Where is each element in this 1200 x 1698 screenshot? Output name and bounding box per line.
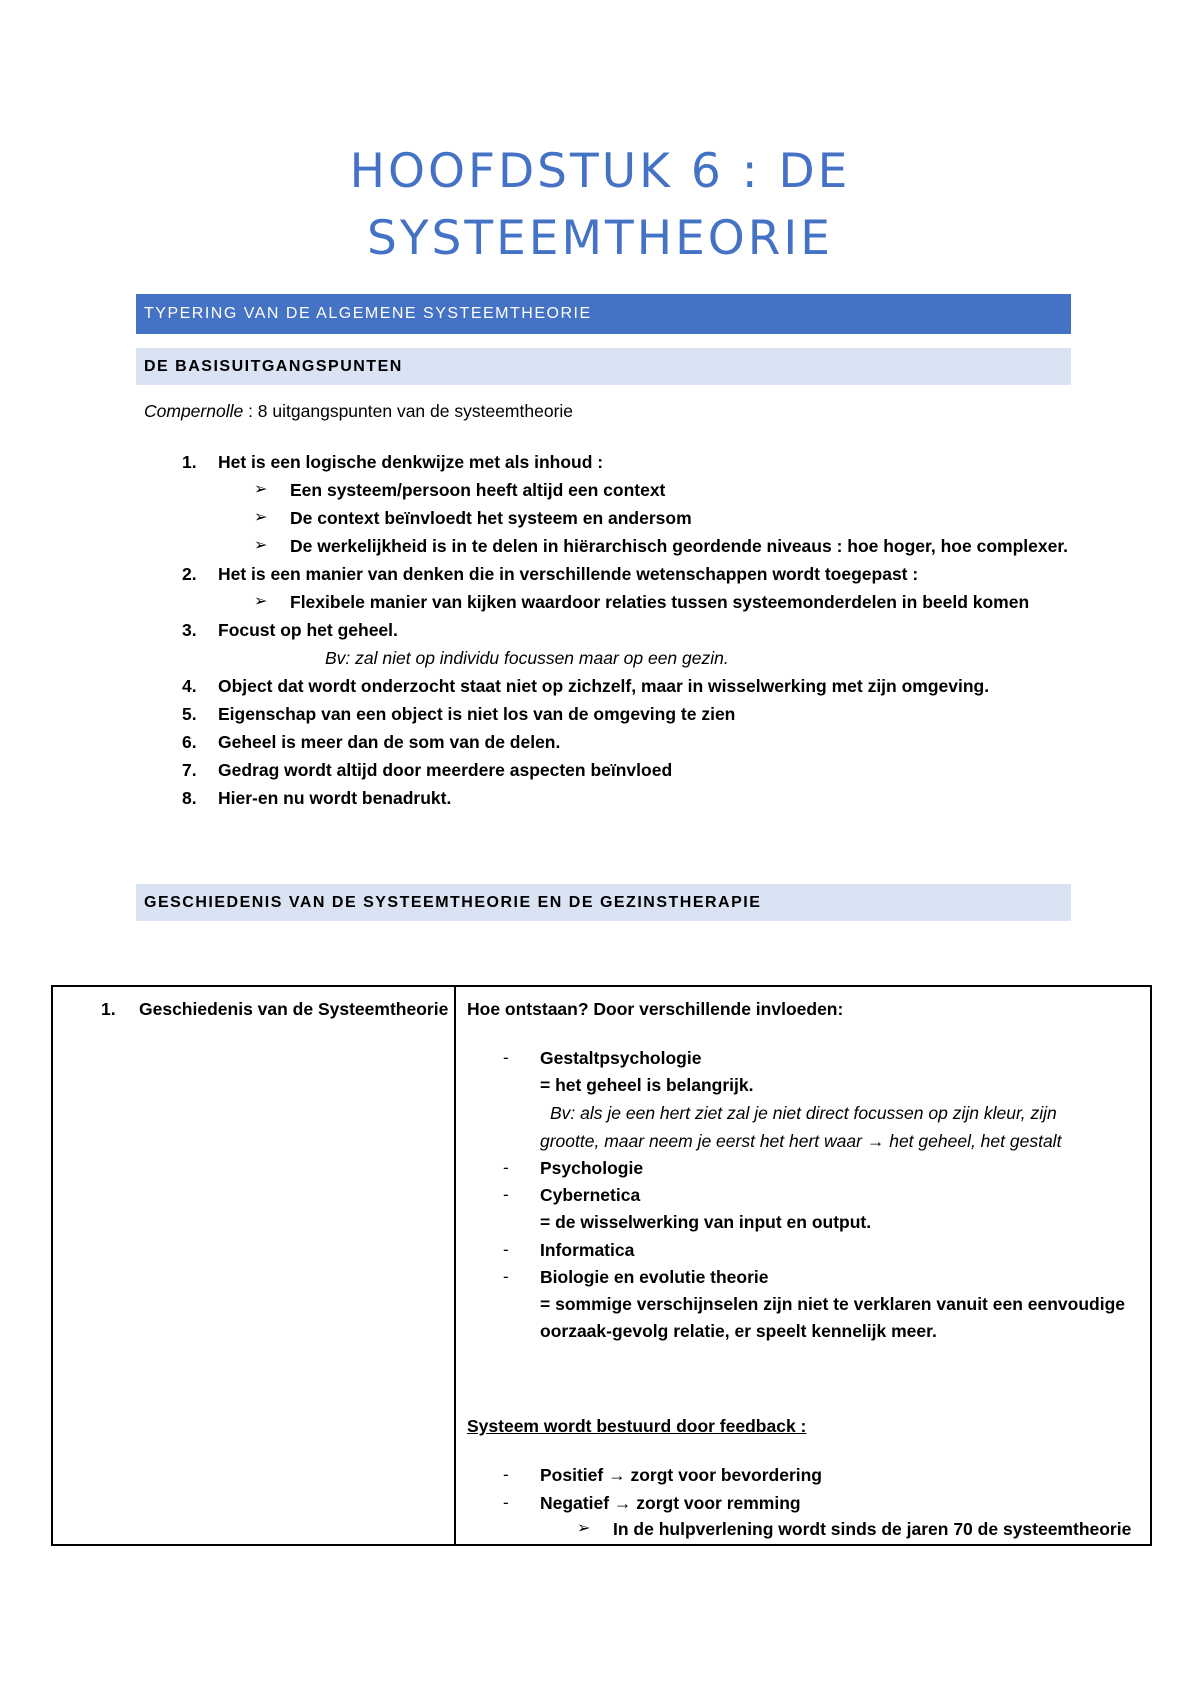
list-number-5: 5.: [182, 704, 197, 724]
list-subitem-2a: Flexibele manier van kijken waardoor relaties tussen systeemonderdelen in beeld komen: [290, 592, 1030, 612]
section-heading-typering: TYPERING VAN DE ALGEMENE SYSTEEMTHEORIE: [136, 294, 1071, 334]
bullet-arrow-icon: ➢: [254, 593, 268, 610]
list-item-4: Object dat wordt onderzocht staat niet op zichzelf, maar in wisselwerking met zijn omgeving.: [218, 676, 990, 696]
table-column-divider: [454, 987, 456, 1544]
list-subitem-1c: De werkelijkheid is in te delen in hiërarchisch geordende niveaus : hoe hoger, hoe complexer.: [290, 536, 1069, 556]
influence-cybernetica: Cybernetica: [540, 1185, 641, 1205]
arrow-right-icon: →: [608, 1465, 626, 1485]
intro-author: Compernolle: [144, 401, 244, 421]
intro-line: [144, 397, 573, 425]
bullet-arrow-icon: ➢: [577, 1520, 591, 1537]
dash-bullet: -: [503, 1465, 509, 1484]
bullet-arrow-icon: ➢: [254, 481, 268, 498]
title-line-2: SYSTEEMTHEORIE: [367, 211, 833, 266]
section-heading-geschiedenis: GESCHIEDENIS VAN DE SYSTEEMTHEORIE EN DE GEZINSTHERAPIE: [136, 884, 1071, 921]
arrow-right-icon: →: [613, 1493, 632, 1513]
influence-gestalt-definition: = het geheel is belangrijk.: [540, 1075, 754, 1095]
bullet-arrow-icon: ➢: [254, 537, 268, 554]
intro-text: : 8 uitgangspunten van de systeemtheorie: [243, 401, 574, 421]
influence-biologie-definition-1: = sommige verschijnselen zijn niet te verklaren vanuit een eenvoudige: [540, 1294, 1126, 1314]
page-title: [0, 138, 1200, 272]
example-text-b: het geheel, het gestalt: [889, 1131, 1062, 1151]
example-text-a: grootte, maar neem je eerst het hert waar: [540, 1131, 862, 1151]
list-number-1: 1.: [182, 452, 197, 472]
list-example-3: Bv: zal niet op individu focussen maar op een gezin.: [325, 648, 729, 668]
list-item-7: Gedrag wordt altijd door meerdere aspecten beïnvloed: [218, 760, 673, 780]
feedback-negatief-text: zorgt voor remming: [631, 1493, 801, 1513]
influence-informatica: Informatica: [540, 1240, 635, 1260]
list-item-2: Het is een manier van denken die in verschillende wetenschappen wordt toegepast :: [218, 564, 919, 584]
feedback-positief-text: zorgt voor bevordering: [625, 1465, 822, 1485]
list-number-4: 4.: [182, 676, 197, 696]
bullet-arrow-icon: ➢: [254, 509, 268, 526]
influence-gestalt-example-2: [540, 1127, 1061, 1155]
feedback-positief: [540, 1461, 822, 1489]
dash-bullet: -: [503, 1493, 509, 1512]
feedback-positief-label: Positief: [540, 1465, 604, 1485]
dash-bullet: -: [503, 1158, 509, 1177]
influence-psychologie: Psychologie: [540, 1158, 644, 1178]
influence-gestaltpsychologie: Gestaltpsychologie: [540, 1048, 702, 1068]
history-table: [51, 985, 1152, 1546]
list-item-1: Het is een logische denkwijze met als inhoud :: [218, 452, 604, 472]
list-number-3: 3.: [182, 620, 197, 640]
list-number-8: 8.: [182, 788, 197, 808]
influence-gestalt-example-1: Bv: als je een hert ziet zal je niet direct focussen op zijn kleur, zijn: [550, 1103, 1057, 1123]
table-left-number: 1.: [101, 999, 116, 1019]
list-number-6: 6.: [182, 732, 197, 752]
list-number-7: 7.: [182, 760, 197, 780]
dash-bullet: -: [503, 1240, 509, 1259]
title-line-1: HOOFDSTUK 6 : DE: [349, 144, 851, 199]
dash-bullet: -: [503, 1185, 509, 1204]
section-heading-basisuitgangspunten: DE BASISUITGANGSPUNTEN: [136, 348, 1071, 385]
list-item-6: Geheel is meer dan de som van de delen.: [218, 732, 561, 752]
influence-biologie-definition-2: oorzaak-gevolg relatie, er speelt kennelijk meer.: [540, 1321, 937, 1341]
list-subitem-1a: Een systeem/persoon heeft altijd een context: [290, 480, 666, 500]
dash-bullet: -: [503, 1267, 509, 1286]
dash-bullet: -: [503, 1048, 509, 1067]
table-question: Hoe ontstaan? Door verschillende invloeden:: [467, 999, 844, 1019]
table-left-label: Geschiedenis van de Systeemtheorie: [139, 999, 449, 1019]
list-item-5: Eigenschap van een object is niet los van de omgeving te zien: [218, 704, 736, 724]
feedback-negatief: [540, 1489, 801, 1517]
feedback-last-line: In de hulpverlening wordt sinds de jaren 70 de systeemtheorie: [613, 1519, 1132, 1539]
list-item-8: Hier-en nu wordt benadrukt.: [218, 788, 452, 808]
influence-cybernetica-definition: = de wisselwerking van input en output.: [540, 1212, 872, 1232]
feedback-negatief-label: Negatief: [540, 1493, 610, 1513]
arrow-right-icon: →: [866, 1131, 885, 1151]
list-item-3: Focust op het geheel.: [218, 620, 398, 640]
feedback-heading: Systeem wordt bestuurd door feedback :: [467, 1416, 807, 1436]
influence-biologie: Biologie en evolutie theorie: [540, 1267, 769, 1287]
list-subitem-1b: De context beïnvloedt het systeem en andersom: [290, 508, 692, 528]
list-number-2: 2.: [182, 564, 197, 584]
